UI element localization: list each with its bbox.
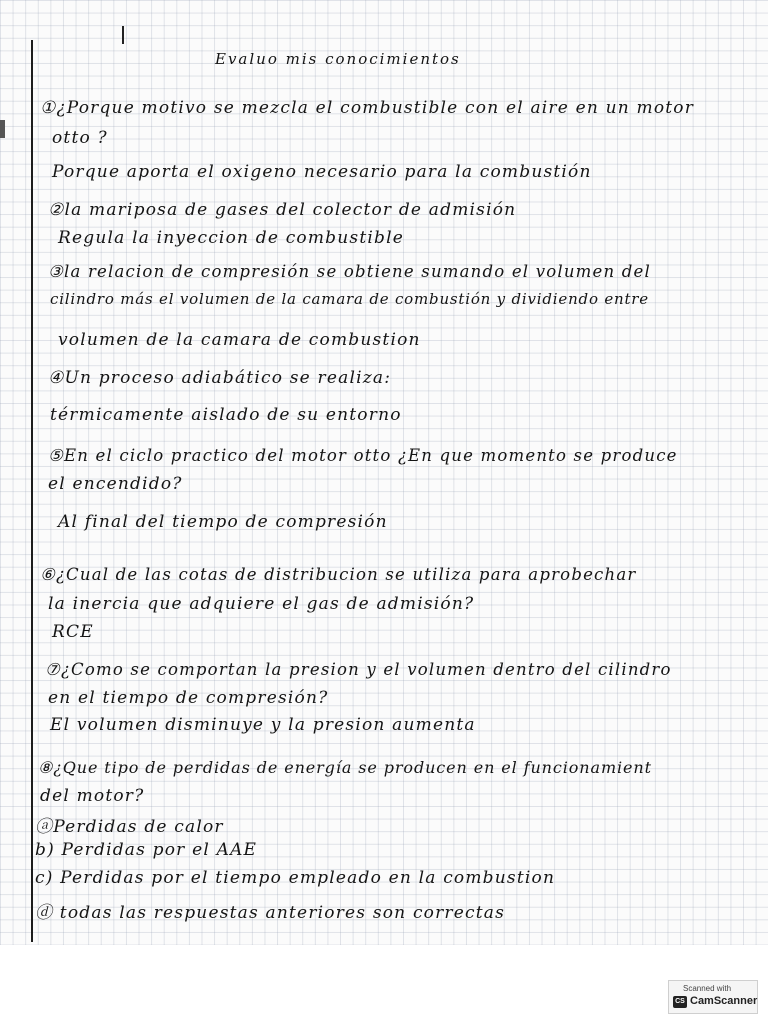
page-title: Evaluo mis conocimientos	[215, 50, 461, 68]
camscanner-logo-icon: CS	[673, 996, 687, 1008]
option-c: c) Perdidas por el tiempo empleado en la combustion	[35, 868, 556, 888]
answer-1: Porque aporta el oxigeno necesario para la combustión	[52, 162, 592, 182]
question-2: ②la mariposa de gases del colector de admisión	[48, 200, 517, 220]
margin-line	[31, 40, 33, 942]
question-6-line-2: la inercia que adquiere el gas de admisión?	[48, 594, 475, 614]
edge-mark	[0, 120, 5, 138]
camscanner-brand: CamScanner	[690, 995, 758, 1007]
option-a: ⓐPerdidas de calor	[35, 817, 224, 837]
question-5-line-1: ⑤En el ciclo practico del motor otto ¿En que momento se produce	[48, 446, 678, 465]
question-3-line-1: ③la relacion de compresión se obtiene sumando el volumen del	[48, 262, 651, 281]
question-1-line-1: ①¿Porque motivo se mezcla el combustible con el aire en un motor	[40, 98, 695, 118]
question-7-line-1: ⑦¿Como se comportan la presion y el volumen dentro del cilindro	[45, 660, 672, 679]
answer-6: RCE	[52, 622, 94, 642]
answer-2: Regula la inyeccion de combustible	[58, 228, 404, 248]
question-3-line-3: volumen de la camara de combustion	[58, 330, 421, 350]
option-d: ⓓ todas las respuestas anteriores son correctas	[35, 903, 506, 923]
answer-7: El volumen disminuye y la presion aumenta	[50, 715, 476, 735]
question-8-line-1: ⑧¿Que tipo de perdidas de energía se producen en el funcionamient	[38, 758, 652, 777]
question-8-line-2: del motor?	[40, 786, 145, 806]
answer-5: Al final del tiempo de compresión	[58, 512, 388, 532]
question-4: ④Un proceso adiabático se realiza:	[48, 368, 392, 388]
option-b: b) Perdidas por el AAE	[35, 840, 258, 860]
camscanner-badge	[668, 980, 758, 1014]
answer-4: térmicamente aislado de su entorno	[50, 405, 402, 425]
question-3-line-2: cilindro más el volumen de la camara de combustión y dividiendo entre	[50, 290, 649, 308]
pen-mark	[122, 26, 124, 44]
question-1-line-2: otto ?	[52, 128, 108, 148]
question-5-line-2: el encendido?	[48, 474, 183, 494]
question-6-line-1: ⑥¿Cual de las cotas de distribucion se utiliza para aprobechar	[40, 565, 637, 584]
question-7-line-2: en el tiempo de compresión?	[48, 688, 329, 708]
scanned-with-label: Scanned with	[683, 984, 732, 993]
